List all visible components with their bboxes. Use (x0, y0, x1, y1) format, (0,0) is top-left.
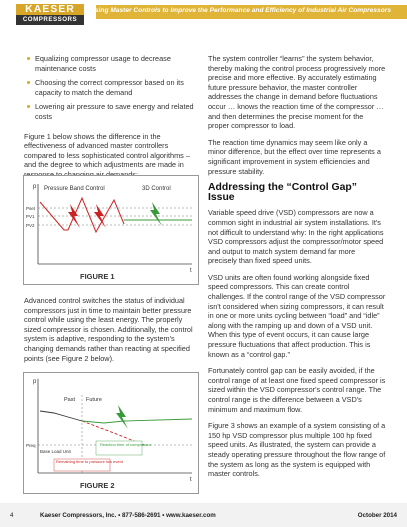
footer-date: October 2014 (357, 512, 397, 519)
fig1-axis-y: p (33, 184, 37, 190)
paragraph: Variable speed drive (VSD) compressors are now a common sight in industrial air system installations. It's not difficult to understand why: In the right applications VSD compressors adjust the compressor/motor speed and output to match system demand far more precisely than fixed speed units. (208, 208, 384, 266)
paragraph: VSD units are often found working alongside fixed speed compressors. This can create control challenges. If the control range of the VSD compressor isn't considered when sizing compressors, it can result in one or more units cycling between “load” and “idle” along with the ramping up and down of a VSD unit. When this type of event occurs, it can cause large pressure fluctuations that affect production. This is known as a “control gap.” (208, 272, 386, 359)
fig1-label-pv1: PV1 (26, 214, 35, 219)
figure-2-plot (24, 373, 198, 493)
fig2-reaction: Reaction time of compressor (100, 442, 151, 447)
paragraph: Fortunately control gap can be easily avoided, if the control range of at least one fixed speed compressor is sized within the VSD compressor's control range. The control range is the difference between a VSD's minimum and maximum flow. (208, 366, 386, 414)
figure-1 (23, 175, 199, 285)
kaeser-logo (16, 4, 84, 26)
footer-company: Kaeser Compressors, Inc. • 877-586-2691 • www.kaeser.com (40, 512, 216, 519)
fig2-past: Past (64, 397, 76, 403)
fig1-axis-x: t (190, 268, 192, 274)
section-heading: Addressing the “Control Gap” Issue (208, 182, 357, 203)
bullet-item: Choosing the correct compressor based on its capacity to match the demand (24, 78, 198, 97)
paragraph: The system controller “learns” the system behavior, thereby making the control process progressively more precise and more effective. By accurately estimating future pressure behavior, the master controller addresses the change in demand before fluctuations occur … knows the reaction time of the compressor … and then determines the precise moment for the proper compressor to load. (208, 54, 386, 131)
header-title: Using Master Controls to Improve the Performance and Efficiency of Industrial Air Compressors (90, 7, 391, 14)
fig2-axis-y: p (33, 379, 37, 385)
paragraph: Figure 1 below shows the difference in the effectiveness of advanced master controllers compared to less sophisticated control algorithms – and the degree to which adjustments are made in (24, 131, 190, 170)
paragraph: Figure 3 shows an example of a system consisting of a 150 hp VSD compressor plus multiple 100 hp fixed speed units. As illustrated, the system can provide a steady operating pressure throughout the flow range of the system as long as the system is equipped with master controls. (208, 421, 386, 479)
fig1-label-pbc: Pressure Band Control (44, 186, 105, 192)
fig2-future: Future (86, 397, 102, 403)
bullet-list (24, 54, 198, 122)
fig2-base-load: Base Load Unit (40, 449, 71, 454)
right-column (208, 54, 386, 486)
figure-1-caption: FIGURE 1 (80, 272, 115, 281)
fig1-label-3d: 3D Control (142, 186, 171, 192)
figure-2-caption: FIGURE 2 (80, 481, 115, 490)
footer (0, 503, 407, 527)
figure-1-plot (24, 176, 198, 284)
header-bar (0, 0, 407, 28)
left-column (24, 54, 198, 187)
fig2-remaining: Remaining time to pressure low event (56, 459, 123, 464)
fig2-preq: Preq (26, 443, 36, 448)
lightning-icon (150, 202, 162, 226)
bullet-item: Lowering air pressure to save energy and related costs (24, 102, 198, 121)
logo-top-text: KAESER (16, 4, 84, 15)
figure-2 (23, 372, 199, 494)
page-number: 4 (10, 512, 14, 519)
paragraph: The reaction time dynamics may seem like only a minor difference, but the effect over time represents a significant improvement in system efficiencies and pressure stability. (208, 137, 381, 176)
fig1-label-pv2: PV2 (26, 223, 35, 228)
bullet-item: Equalizing compressor usage to decrease maintenance costs (24, 54, 198, 73)
fig2-axis-x: t (190, 477, 192, 483)
fig1-label-pset: Pset (26, 206, 36, 211)
logo-bottom-text: COMPRESSORS (16, 15, 84, 25)
left-column-lower (24, 296, 198, 370)
header-title-band (90, 5, 407, 19)
paragraph: Advanced control switches the status of individual compressors just in time to maintain better pressure control while using the least energy. The properly sized compressor is chosen. Additionally, the control system is adaptive, responding to the system's changing demands rather than reacting at specified points (see Figure 2 below). (24, 296, 193, 363)
lightning-icon (116, 405, 128, 429)
